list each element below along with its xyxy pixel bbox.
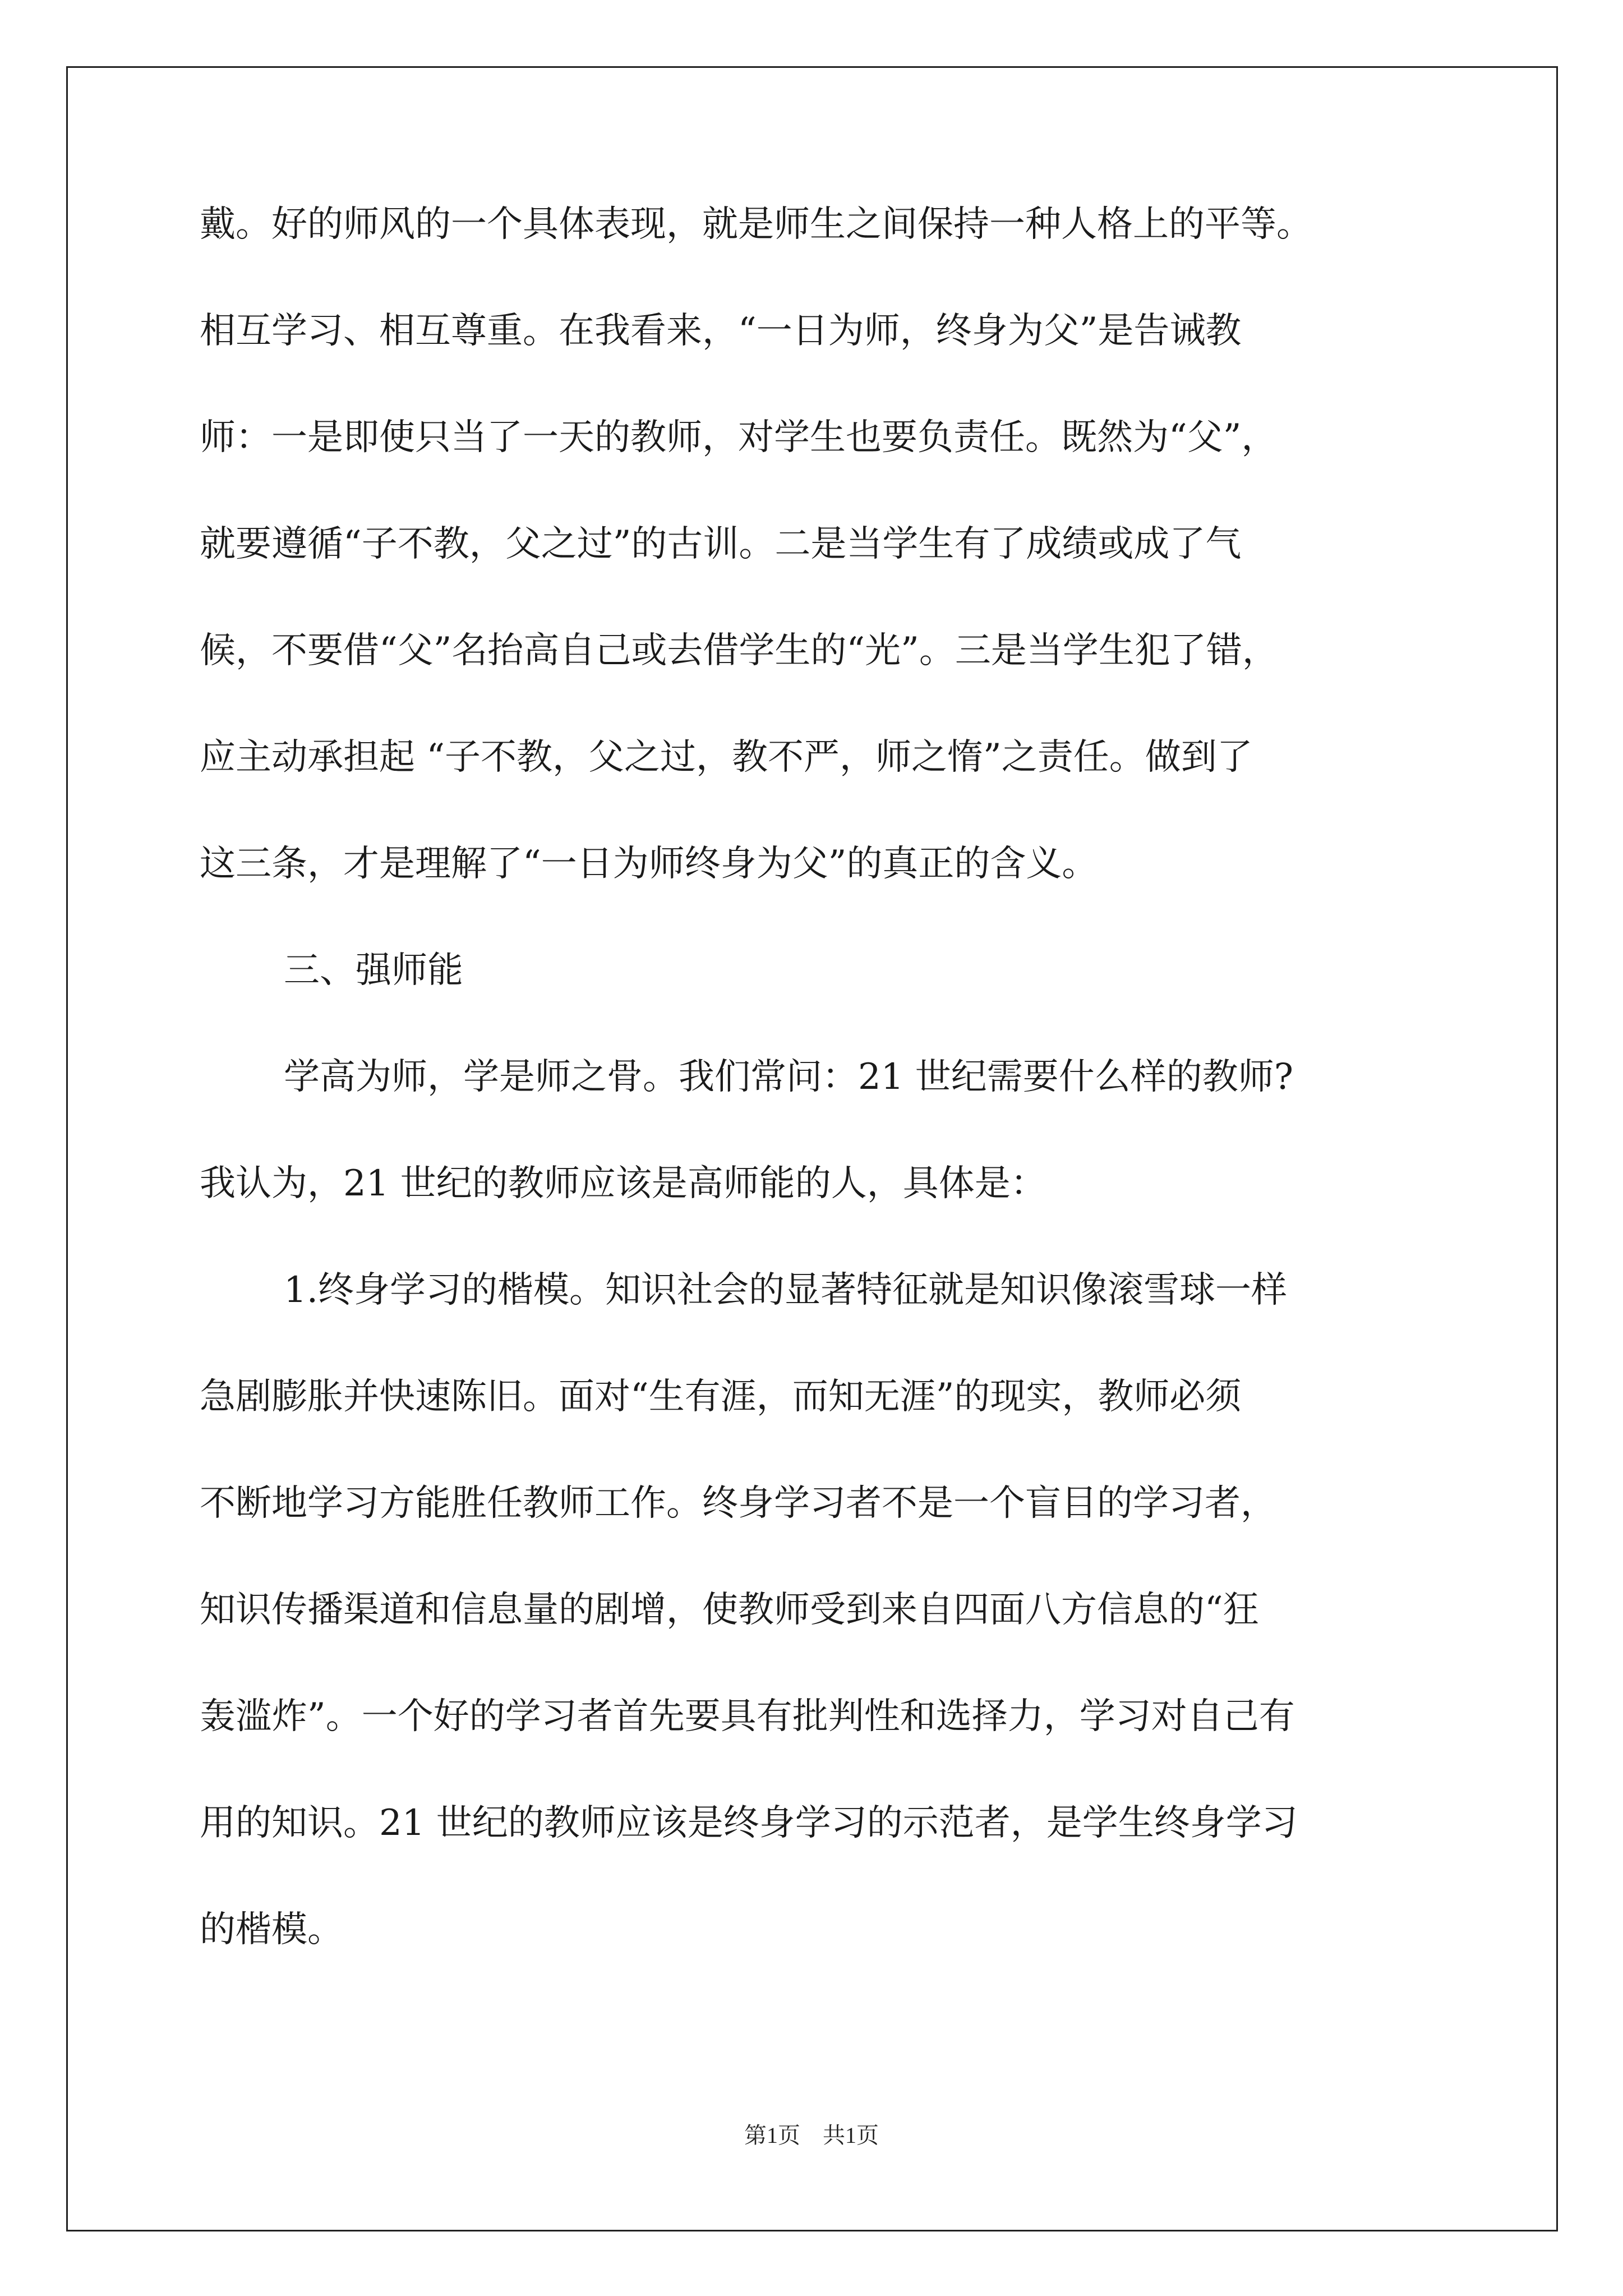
- paragraph-line: 我认为，21 世纪的教师应该是高师能的人，具体是：: [200, 1163, 1046, 1204]
- paragraph-line: 师：一是即使只当了一天的教师，对学生也要负责任。既然为“父”，: [200, 417, 1278, 458]
- paragraph-line: 1.终身学习的楷模。知识社会的显著特征就是知识像滚雪球一样: [284, 1269, 1288, 1311]
- paragraph-line: 急剧膨胀并快速陈旧。面对“生有涯，而知无涯”的现实，教师必须: [200, 1376, 1242, 1418]
- paragraph-line: 学高为师，学是师之骨。我们常问：21 世纪需要什么样的教师?: [284, 1056, 1294, 1098]
- paragraph-line: 用的知识。21 世纪的教师应该是终身学习的示范者，是学生终身学习: [200, 1802, 1298, 1844]
- paragraph-line: 不断地学习方能胜任教师工作。终身学习者不是一个盲目的学习者，: [200, 1483, 1276, 1524]
- paragraph-line: 就要遵循“子不教，父之过”的古训。二是当学生有了成绩或成了气: [200, 523, 1242, 565]
- paragraph-line: 这三条，才是理解了“一日为师终身为父”的真正的含义。: [200, 843, 1098, 885]
- paragraph-line: 知识传播渠道和信息量的剧增，使教师受到来自四面八方信息的“狂: [200, 1589, 1259, 1631]
- paragraph-line: 候，不要借“父”名抬高自己或去借学生的“光”。三是当学生犯了错，: [200, 630, 1278, 671]
- paragraph-line: 应主动承担起 “子不教，父之过，教不严，师之惰”之责任。做到了: [200, 737, 1253, 778]
- paragraph-line: 相互学习、相互尊重。在我看来，“一日为师，终身为父”是告诫教: [200, 310, 1242, 352]
- section-heading: 三、强师能: [284, 950, 463, 991]
- page-footer: 第1页 共1页: [744, 2123, 879, 2148]
- paragraph-line: 轰滥炸”。一个好的学习者首先要具有批判性和选择力，学习对自己有: [200, 1696, 1295, 1737]
- paragraph-line: 的楷模。: [200, 1909, 343, 1950]
- paragraph-line: 戴。好的师风的一个具体表现，就是师生之间保持一种人格上的平等。: [200, 204, 1312, 245]
- page-border: [66, 66, 1558, 2231]
